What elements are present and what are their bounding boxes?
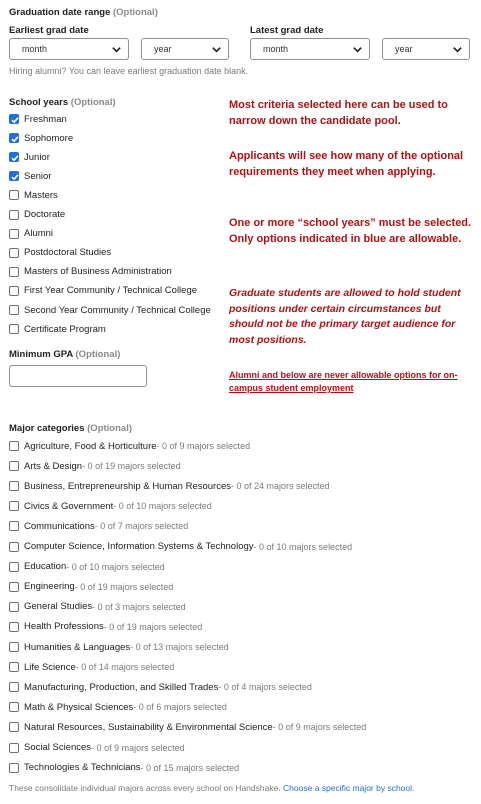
major-category-label: Civics & Government [24, 500, 114, 512]
major-category-count: - 0 of 9 majors selected [91, 742, 185, 753]
chevron-down-icon [111, 44, 122, 55]
school-year-label: Doctorate [24, 209, 66, 220]
major-category-row[interactable] [9, 519, 188, 533]
major-category-label: Education [24, 561, 67, 573]
major-category-count: - 0 of 10 majors selected [113, 501, 212, 512]
school-year-checkbox[interactable] [9, 324, 19, 334]
note-graduate: Graduate students are allowed to hold student positions under certain circumstances but should not be the primary target audience for most positions. [229, 287, 461, 346]
optional-tag: (Optional) [70, 97, 116, 108]
major-category-label: Communications [24, 520, 95, 532]
major-category-count: - 0 of 15 majors selected [140, 762, 240, 773]
major-category-checkbox[interactable] [9, 743, 19, 753]
latest-year-value: year [395, 44, 413, 54]
major-category-count: - 0 of 4 majors selected [218, 682, 312, 693]
school-year-row[interactable] [9, 112, 67, 126]
major-category-checkbox[interactable] [9, 562, 19, 572]
school-year-label: Postdoctoral Studies [24, 247, 112, 259]
school-year-checkbox[interactable] [9, 267, 19, 277]
note-alumni: Alumni and below are never allowable options for on-campus student employment [229, 370, 458, 393]
graduation-title-text: Graduation date range [9, 7, 111, 18]
school-year-checkbox[interactable] [9, 190, 19, 200]
chevron-down-icon [211, 44, 222, 55]
school-year-label: Masters of Business Administration [24, 266, 172, 278]
major-category-row[interactable] [9, 761, 239, 775]
school-year-row[interactable] [9, 227, 53, 241]
school-year-checkbox[interactable] [9, 152, 19, 162]
school-year-row[interactable] [9, 169, 51, 183]
note-school-years: One or more “school years” must be selected. Only options indicated in blue are allowable. [229, 217, 472, 245]
major-category-count: - 0 of 13 majors selected [130, 642, 229, 652]
chevron-down-icon [352, 44, 363, 55]
earliest-month-value: month [22, 44, 48, 54]
major-category-checkbox[interactable] [9, 602, 19, 612]
major-category-checkbox[interactable] [9, 501, 19, 511]
major-category-count: - 0 of 9 majors selected [272, 722, 367, 733]
major-category-checkbox[interactable] [9, 441, 19, 451]
major-category-label: Health Professions [24, 621, 104, 633]
major-category-count: - 0 of 19 majors selected [74, 581, 174, 592]
major-category-row[interactable] [9, 640, 229, 654]
school-year-checkbox[interactable] [9, 229, 19, 239]
school-year-row[interactable] [9, 322, 106, 336]
major-category-label: Technologies & Technicians [24, 762, 141, 774]
major-category-checkbox[interactable] [9, 763, 19, 773]
school-year-label: Sophomore [24, 132, 74, 144]
major-category-label: Agriculture, Food & Horticulture [24, 440, 157, 452]
school-year-checkbox[interactable] [9, 305, 19, 315]
school-year-row[interactable] [9, 246, 111, 260]
gpa-title-text: Minimum GPA [9, 349, 73, 360]
major-category-row[interactable] [9, 560, 165, 574]
optional-tag: (Optional) [87, 423, 132, 434]
major-category-label: General Studies [24, 601, 93, 613]
major-category-row[interactable] [9, 620, 202, 634]
school-year-label: Second Year Community / Technical College [24, 304, 211, 316]
school-years-title-text: School years [9, 97, 69, 108]
major-category-checkbox[interactable] [9, 722, 19, 732]
major-category-checkbox[interactable] [9, 521, 19, 531]
major-category-label: Life Science [24, 661, 76, 673]
major-category-count: - 0 of 6 majors selected [133, 702, 227, 713]
major-category-row[interactable] [9, 580, 173, 594]
earliest-grad-label: Earliest grad date [9, 25, 89, 36]
major-category-row[interactable] [9, 459, 181, 473]
earliest-month-select[interactable] [9, 38, 129, 60]
major-category-label: Engineering [24, 581, 75, 593]
major-category-checkbox[interactable] [9, 642, 19, 652]
major-category-count: - 0 of 7 majors selected [94, 521, 189, 532]
major-category-checkbox[interactable] [9, 622, 19, 632]
major-category-label: Natural Resources, Sustainability & Environmental Science [24, 721, 273, 733]
school-year-checkbox[interactable] [9, 171, 19, 181]
major-category-label: Manufacturing, Production, and Skilled Trades [24, 681, 219, 693]
major-category-count: - 0 of 24 majors selected [231, 481, 330, 492]
school-year-checkbox[interactable] [9, 286, 19, 296]
checkmark-icon [10, 172, 20, 182]
school-year-label: Senior [24, 170, 52, 182]
note-applicants: Applicants will see how many of the optional requirements they meet when applying. [229, 150, 464, 178]
major-category-label: Humanities & Languages [24, 641, 131, 653]
major-category-row[interactable] [9, 700, 227, 714]
major-category-checkbox[interactable] [9, 481, 19, 491]
school-year-checkbox[interactable] [9, 133, 19, 143]
major-category-label: Math & Physical Sciences [24, 701, 134, 713]
minimum-gpa-input[interactable] [9, 365, 147, 387]
major-category-count: - 0 of 10 majors selected [253, 541, 353, 552]
school-year-checkbox[interactable] [9, 210, 19, 220]
graduation-section-title [9, 7, 158, 18]
major-category-row[interactable] [9, 499, 212, 513]
school-year-label: Certificate Program [24, 323, 106, 335]
note-criteria: Most criteria selected here can be used to narrow down the candidate pool. [229, 99, 448, 127]
school-year-row[interactable] [9, 284, 197, 298]
school-year-checkbox[interactable] [9, 114, 19, 124]
major-category-row[interactable] [9, 439, 250, 453]
major-category-label: Computer Science, Information Systems & Technology [24, 541, 254, 552]
major-category-count: - 0 of 9 majors selected [156, 441, 251, 451]
major-category-checkbox[interactable] [9, 542, 19, 552]
school-year-row[interactable] [9, 188, 58, 202]
chevron-down-icon [452, 44, 463, 55]
major-category-checkbox[interactable] [9, 582, 19, 592]
gpa-section-title [9, 349, 120, 360]
school-year-row[interactable] [9, 303, 211, 317]
latest-grad-label: Latest grad date [250, 25, 324, 36]
major-category-row[interactable] [9, 540, 352, 554]
major-category-checkbox[interactable] [9, 702, 19, 712]
majors-footer [9, 783, 414, 793]
earliest-year-select[interactable] [141, 38, 229, 60]
school-year-label: First Year Community / Technical College [24, 285, 198, 297]
optional-tag: (Optional) [75, 349, 121, 360]
school-year-row[interactable] [9, 150, 50, 164]
school-year-label: Masters [24, 189, 58, 201]
grad-hint: Hiring alumni? You can leave earliest graduation date blank. [9, 66, 249, 76]
latest-month-value: month [263, 44, 289, 54]
major-category-row[interactable] [9, 479, 330, 493]
checkmark-icon [10, 134, 20, 144]
major-category-checkbox[interactable] [9, 682, 19, 692]
choose-specific-major-link[interactable]: Choose a specific major by school. [283, 783, 415, 793]
major-category-count: - 0 of 19 majors selected [82, 461, 181, 472]
school-year-row[interactable] [9, 208, 65, 222]
school-year-label: Junior [24, 151, 50, 163]
major-category-label: Social Sciences [24, 742, 92, 753]
school-year-label: Alumni [24, 228, 54, 240]
major-category-row[interactable] [9, 660, 174, 674]
major-category-count: - 0 of 10 majors selected [66, 561, 165, 572]
major-category-count: - 0 of 3 majors selected [92, 601, 186, 612]
majors-title-text: Major categories [9, 423, 85, 434]
major-category-count: - 0 of 14 majors selected [75, 662, 175, 673]
major-category-row[interactable] [9, 600, 186, 614]
school-year-row[interactable] [9, 131, 73, 145]
school-years-section-title [9, 97, 116, 108]
school-year-row[interactable] [9, 265, 172, 279]
major-category-count: - 0 of 19 majors selected [103, 621, 203, 632]
school-year-checkbox[interactable] [9, 248, 19, 258]
latest-year-select[interactable] [382, 38, 470, 60]
checkmark-icon [10, 153, 20, 163]
major-category-label: Arts & Design [24, 460, 83, 472]
latest-month-select[interactable] [250, 38, 370, 60]
major-category-label: Business, Entrepreneurship & Human Resources [24, 480, 231, 492]
school-year-label: Freshman [24, 113, 67, 125]
majors-footer-text: These consolidate individual majors across every school on Handshake. [9, 783, 284, 793]
earliest-year-value: year [154, 44, 172, 54]
major-category-checkbox[interactable] [9, 461, 19, 471]
optional-tag: (Optional) [113, 7, 158, 18]
major-category-row[interactable] [9, 680, 312, 694]
major-category-row[interactable] [9, 720, 366, 734]
checkmark-icon [10, 115, 20, 125]
majors-section-title [9, 423, 132, 434]
major-category-checkbox[interactable] [9, 662, 19, 672]
major-category-row[interactable] [9, 741, 185, 755]
